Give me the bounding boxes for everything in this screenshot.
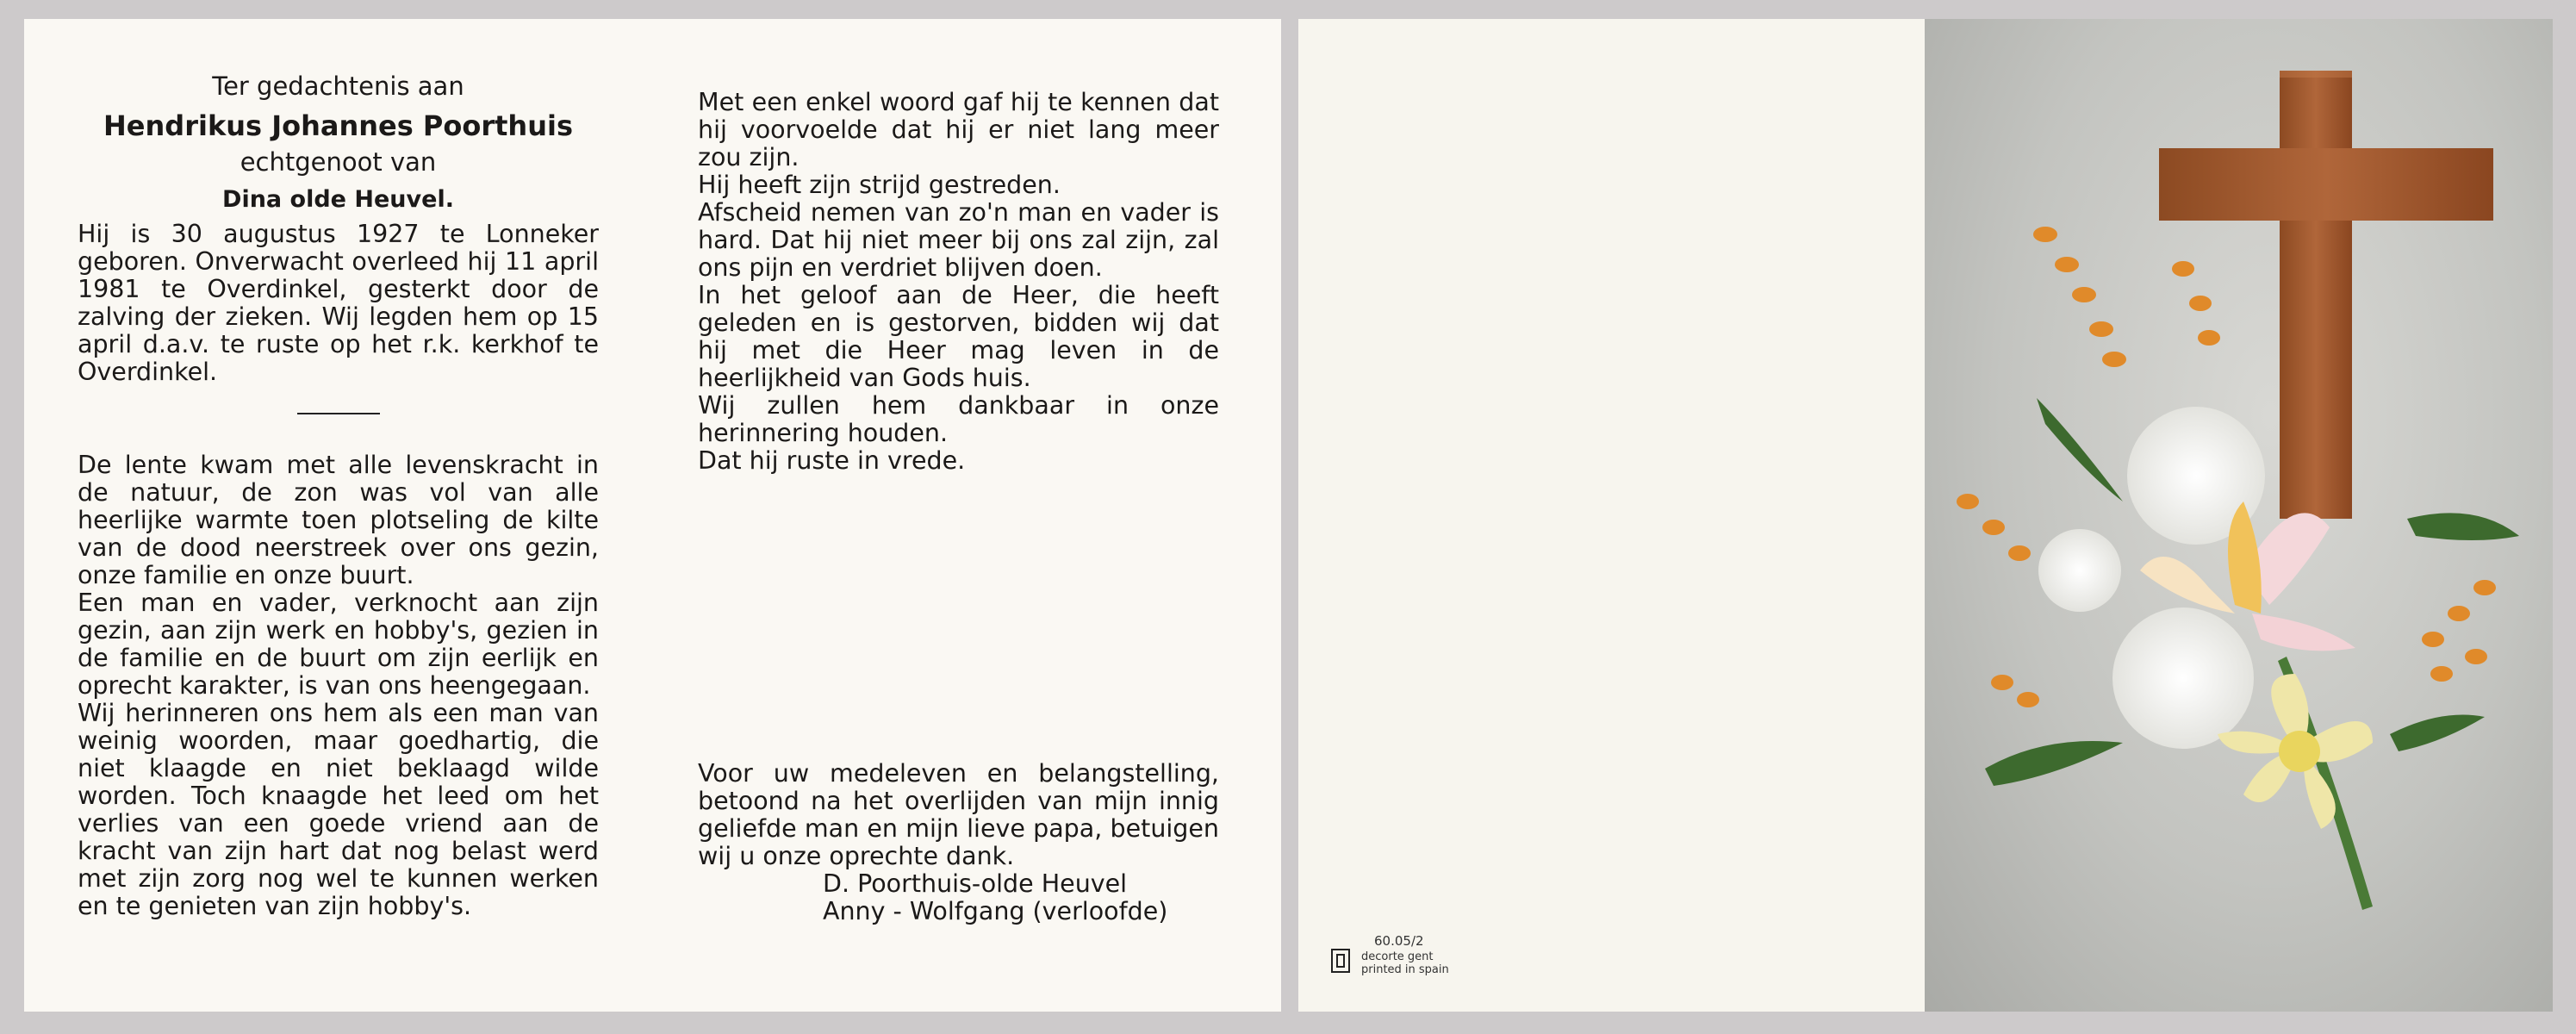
publisher-name: decorte gent bbox=[1361, 950, 1434, 963]
text-paragraph: Hij heeft zijn strijd gestreden. bbox=[698, 171, 1061, 199]
printed-in: printed in spain bbox=[1361, 963, 1449, 976]
text-paragraph: Wij herinneren ons hem als een man van weinig woorden, maar goedhartig, die niet klaagde en niet beklaagd wilde worden. Toch knaagde het leed om het verlies van een goede vriend aan de kracht van zijn hart dat nog belast werd met zijn zorg nog wel te kunnen werken en te genieten van zijn hobby's. bbox=[78, 699, 599, 920]
text-paragraph: In het geloof aan de Heer, die heeft geleden en is gestorven, bidden wij dat hij met die Heer mag leven in de heerlijkheid van Gods huis. bbox=[698, 281, 1219, 392]
cross-flowers-photo bbox=[1925, 19, 2553, 1012]
printer-imprint bbox=[1331, 933, 1449, 976]
signature-line: D. Poorthuis-olde Heuvel bbox=[823, 869, 1128, 898]
spouse-name: Dina olde Heuvel. bbox=[222, 186, 454, 213]
cross-flowers-illustration bbox=[1925, 19, 2553, 1012]
publisher-logo-icon bbox=[1331, 949, 1350, 973]
thanks-block bbox=[698, 760, 1219, 925]
text-paragraph: De lente kwam met alle levenskracht in de natuur, de zon was vol van alle heerlijke warmte toen plotseling de kilte van de dood neerstreek over ons gezin, onze familie en onze buurt. bbox=[78, 451, 599, 589]
relation-line: echtgenoot van bbox=[240, 147, 437, 177]
signature-block bbox=[823, 870, 1219, 925]
divider-rule bbox=[297, 413, 380, 414]
text-paragraph: Dat hij ruste in vrede. bbox=[698, 446, 966, 475]
intro-line: Ter gedachtenis aan bbox=[212, 72, 464, 101]
text-paragraph: Met een enkel woord gaf hij te kennen dat hij voorvoelde dat hij er niet lang meer zou zijn. bbox=[698, 88, 1219, 171]
product-code: 60.05/2 bbox=[1374, 933, 1424, 949]
thanks-paragraph: Voor uw medeleven en belangstelling, betoond na het overlijden van mijn innig geliefde man en mijn lieve papa, betuigen wij u onze oprechte dank. bbox=[698, 759, 1219, 870]
text-paragraph: Een man en vader, verknocht aan zijn gezin, aan zijn werk en hobby's, gezien in de familie en de buurt om zijn eerlijk en oprecht karakter, is van ons heengegaan. bbox=[78, 589, 599, 700]
text-paragraph: Afscheid nemen van zo'n man en vader is hard. Dat hij niet meer bij ons zal zijn, zal ons pijn en verdriet blijven doen. bbox=[698, 198, 1219, 282]
deceased-name: Hendrikus Johannes Poorthuis bbox=[103, 109, 573, 142]
text-paragraph: Wij zullen hem dankbaar in onze herinnering houden. bbox=[698, 391, 1219, 447]
left-column bbox=[78, 71, 599, 920]
bio-paragraph: Hij is 30 augustus 1927 te Lonneker geboren. Onverwacht overleed hij 11 april 1981 te Overdinkel, gesterkt door de zalving der zieken. Wij legden hem op 15 april d.a.v. te ruste op het r.k. kerkhof te Overdinkel. bbox=[78, 220, 599, 386]
middle-column bbox=[698, 89, 1219, 475]
signature-line: Anny - Wolfgang (verloofde) bbox=[823, 897, 1168, 925]
